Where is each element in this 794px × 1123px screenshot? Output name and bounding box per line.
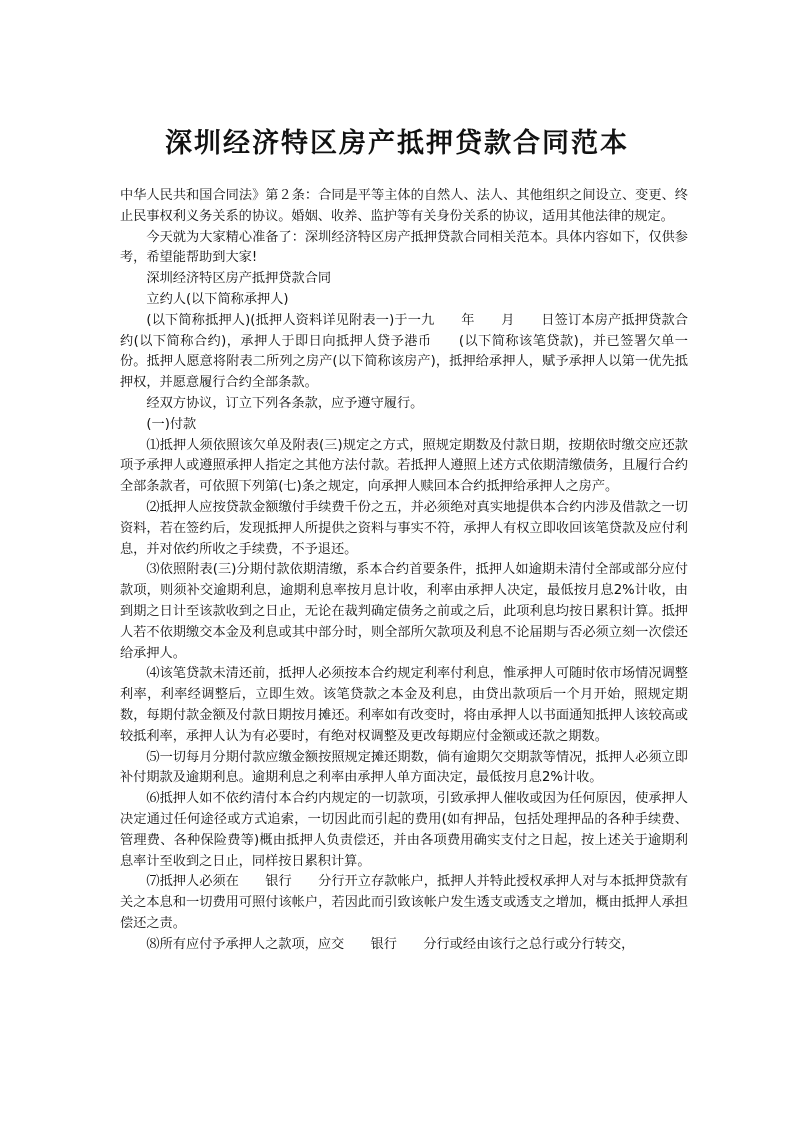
clause-7: ⑺抵押人必须在 银行 分行开立存款帐户，抵押人并特此授权承押人对与本抵押贷款有关之本息和一切费用可照付该帐户，若因此而引致该帐户发生透支或透支之增加，概由抵押人承担偿还之责。: [120, 874, 688, 931]
clause-5: ⑸一切每月分期付款应缴金额按照规定摊还期数，倘有逾期欠交期款等情况，抵押人必须立即补付期款及逾期利息。逾期利息之利率由承押人单方面决定，最低按月息2%计收。: [120, 749, 688, 786]
document-title: 深圳经济特区房产抵押贷款合同范本: [165, 128, 629, 159]
clause-3: ⑶依照附表(三)分期付款依期清缴，系本合约首要条件，抵押人如逾期未清付全部或部分应付款项，则须补交逾期利息，逾期利息率按月息计收，利率由承押人决定，最低按月息2%计收，由到期之日计至该款收到之日止，无论在裁判确定债务之前或之后，此项利息均按日累积计算。抵押人若不依期缴交本金及利息或其中部分时，则全部所欠款项及利息不论届期与否必须立刻一次偿还给承押人。: [120, 562, 688, 661]
paragraph-contract-name: 深圳经济特区房产抵押贷款合同: [146, 271, 332, 287]
paragraph-preface: 今天就为大家精心准备了：深圳经济特区房产抵押贷款合同相关范本。具体内容如下，仅供参考，希望能帮助到大家!: [120, 229, 688, 266]
paragraph-intro: 中华人民共和国合同法》第２条：合同是平等主体的自然人、法人、其他组织之间设立、变更、终止民事权利义务关系的协议。婚姻、收养、监护等有关身份关系的协议，适用其他法律的规定。: [120, 188, 688, 224]
clause-2: ⑵抵押人应按贷款金额缴付手续费千份之五，并必须绝对真实地提供本合约内涉及借款之一切资料，若在签约后，发现抵押人所提供之资料与事实不符，承押人有权立即收回该笔贷款及应付利息，并对依约所收之手续费，不予退还。: [120, 499, 688, 557]
clause-6: ⑹抵押人如不依约清付本合约内规定的一切款项，引致承押人催收或因为任何原因，使承押人决定通过任何途径或方式追索，一切因此而引起的费用(如有押品，包括处理押品的各种手续费、管理费、各种保险费等)概由抵押人负责偿还，并由各项费用确实支付之日起，按上述关于逾期利息率计至收到之日止，同样按日累积计算。: [120, 791, 688, 869]
document-body: [120, 186, 688, 955]
paragraph-agreement: 经双方协议，订立下列各条款，应予遵守履行。: [146, 395, 424, 411]
clause-8: ⑻所有应付予承押人之款项，应交 银行 分行或经由该行之总行或分行转交，: [146, 936, 635, 952]
paragraph-party-mortgagee: 立约人(以下简称承押人): [146, 291, 289, 307]
clause-4: ⑷该笔贷款未清还前，抵押人必须按本合约规定利率付利息，惟承押人可随时依市场情况调整利率，利率经调整后，立即生效。该笔贷款之本金及利息，由贷出款项后一个月开始，照规定期数，每期付款金额及付款日期按月摊还。利率如有改变时，将由承押人以书面通知抵押人该较高或较抵利率，承押人认为有必要时，有绝对权调整及更改每期应付金额或还款之期数。: [120, 666, 688, 744]
section-heading-payment: (一)付款: [146, 416, 197, 432]
paragraph-party-mortgagor: (以下简称抵押人)(抵押人资料详见附表一)于一九 年 月 日签订本房产抵押贷款合约(以下简称合约)，承押人于即日向抵押人贷予港币 (以下简称该笔贷款)，并已签署欠单一份。抵押人愿意将附表二所列之房产(以下简称该房产)，抵押给承押人，赋予承押人以第一优先抵押权，并愿意履行合约全部条款。: [120, 312, 688, 391]
clause-1: ⑴抵押人须依照该欠单及附表(三)规定之方式，照规定期数及付款日期，按期依时缴交应还款项予承押人或遵照承押人指定之其他方法付款。若抵押人遵照上述方式依期清缴债务，且履行合约全部条款者，可依照下列第(七)条之规定，向承押人赎回本合约抵押给承押人之房产。: [120, 437, 688, 495]
